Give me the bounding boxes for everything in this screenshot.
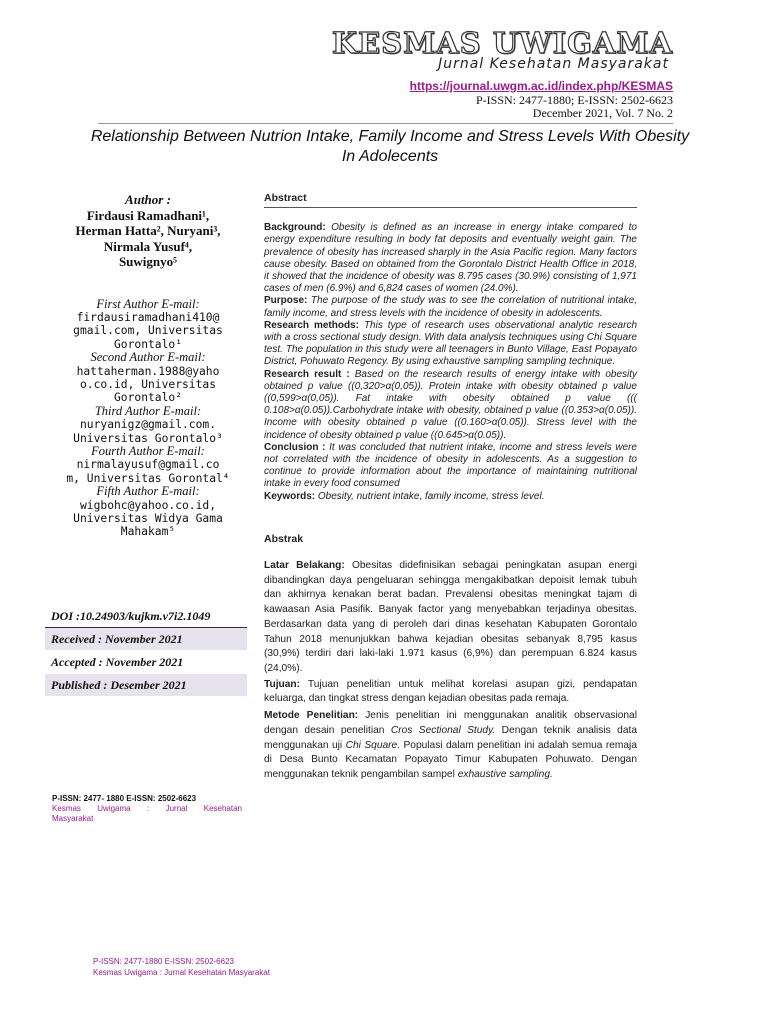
journal-meta (410, 80, 673, 121)
email-line: hattaherman.1988@yaho (76, 364, 220, 378)
email-line: m, Universitas Gorontal⁴ (66, 471, 230, 485)
metode-italic: Chi Square. (345, 739, 401, 751)
keywords-text: Obesity, nutrient intake, family income, stress level. (317, 490, 545, 502)
purpose-label: Purpose: (264, 295, 308, 307)
left-journal-line: Kesmas Uwigama : Jurnal Kesehatan (52, 804, 242, 813)
abstract-heading-row (264, 192, 637, 208)
email-line: Universitas Gorontalo³ (73, 431, 223, 445)
metode-text: Jenis penelitian ini menggunakan analitik observasional dengan desain penelitian (264, 710, 637, 736)
metode-paragraph (264, 709, 637, 783)
methods-text: This type of research uses observational analytic research with a cross sectional study design. With data analysis techniques using Chi Square test. The population in this study were all teenagers in Bunto Village, East Popayato District, Pohuwato Regency. By using exhaustive sampling sampling technique. (264, 319, 638, 368)
footer-issn: P-ISSN: 2477-1880 E-ISSN: 2502-6623 (93, 957, 234, 966)
email-line: Universitas Widya Gama (73, 512, 223, 525)
email-line: nuryanigz@gmail.com. (79, 418, 217, 432)
doi: DOI :10.24903/kujkm.v7i2.1049 (45, 605, 247, 628)
email-line: Mahakam⁵ (120, 525, 176, 539)
purpose-text: The purpose of the study was to see the correlation of nutritional intake, family income, and stress levels with the incidence of obesity in adolescents. (264, 295, 638, 319)
metode-label: Metode Penelitian: (264, 710, 359, 722)
article-dates (45, 605, 247, 697)
methods-label: Research methods: (264, 319, 359, 331)
published-date: Published : Desember 2021 (45, 674, 247, 697)
metode-italic: Cros Sectional Study. (390, 724, 496, 736)
header-divider (98, 123, 673, 124)
email-line: Gorontalo¹ (113, 337, 182, 351)
journal-url-link[interactable]: https://journal.uwgm.ac.id/index.php/KESMAS (409, 79, 673, 93)
keywords-paragraph (264, 491, 637, 503)
methods-paragraph (264, 320, 637, 369)
tujuan-paragraph (264, 678, 637, 707)
latar-text: Obesitas didefinisikan sebagai peningkatan asupan energi dibandingkan daya pengeluaran sehingga mengakibatkan depoisit lemak tubuh dan akhirnya kenakan berat badan. Prevalensi obesitas meningkat tajam di kawaasan Asia Pasifik. Banyak factor yang menyebabkan terjadinya obesitas. Berdasarkan data yang di peroleh dari dinas kesehatan Kabupaten Gorontalo Tahun 2018 menunjukkan bahwa kejadian obesitas sebanyak 8,795 kasus (30,9%) terdiri dari laki-laki 1.971 kasus (6,9%) dan perempuan 6.824 kasus (24,0%). (264, 560, 637, 674)
paper-title: Relationship Between Nutrion Intake, Family Income and Stress Levels With Obesity In Adolecents (90, 128, 690, 165)
left-issn-note (52, 794, 242, 824)
email-label: Second Author E-mail: (90, 350, 206, 365)
abstract-heading: Abstract (264, 192, 307, 204)
purpose-paragraph (264, 295, 637, 319)
author-name: Suwignyo⁵ (118, 254, 178, 269)
journal-logo: KESMAS UWIGAMA (331, 26, 673, 60)
email-label: Fourth Author E-mail: (91, 443, 205, 458)
email-label: Fifth Author E-mail: (96, 484, 200, 499)
latar-paragraph (264, 559, 637, 677)
conclusion-text: It was concluded that nutrient intake, income and stress levels were not correlated with the incidence of obesity in adolescents. As a suggestion to continue to provide information about the importance of maintaining nutritional intake in every food consumed (264, 441, 637, 490)
footer-journal: Kesmas Uwigama : Jurnal Kesehatan Masyarakat (93, 968, 270, 977)
accepted-date: Accepted : November 2021 (45, 651, 247, 674)
page-footer (93, 956, 270, 978)
author-heading: Author : (125, 192, 171, 207)
author-name: Nirmala Yusuf⁴, (103, 238, 193, 254)
email-line: gmail.com, Universitas (73, 324, 223, 338)
received-date: Received : November 2021 (45, 628, 247, 651)
result-text: Based on the research results of energy intake with obesity obtained p value ((0,320>α(0,05)). Protein intake with obesity obtained p value ((0,599>α(0,05)). Fat intake with obesity obtained p value ((( 0.108>α(0.05)).Carbohydrate intake with obesity, obtained p value ((0.353>α(0.05)). Income with obesity obtained p value ((0.160>α(0.05)). Stress level with the incidence of obesity obtained p value ((0.645>α(0.05)). (264, 368, 638, 441)
author-column (44, 192, 252, 539)
author-block (44, 192, 252, 270)
abstract-column (264, 192, 637, 783)
email-label: First Author E-mail: (96, 296, 200, 311)
conclusion-paragraph (264, 442, 637, 491)
author-name: Firdausi Ramadhani¹, (86, 207, 210, 223)
email-line: Gorontalo² (113, 391, 182, 405)
metode-text: Populasi dalam penelitian ini adalah semua remaja di Desa Bunto Kecamatan Popayato Timur Kabupaten Pohuwato. Dengan menggunakan teknik pengambilan sampel (264, 739, 637, 780)
latar-label: Latar Belakang: (264, 560, 345, 572)
conclusion-label: Conclusion : (264, 441, 326, 453)
issn-line: P-ISSN: 2477-1880; E-ISSN: 2502-6623 (475, 92, 673, 107)
metode-text: Dengan teknik analisis data menggunakan uji (264, 724, 637, 751)
metode-italic: exhaustive sampling. (457, 768, 553, 780)
email-line: wigbohc@yahoo.co.id, (79, 498, 217, 512)
result-label: Research result : (264, 368, 350, 380)
abstrak-section (264, 533, 637, 783)
email-line: firdausiramadhani410@ (76, 310, 220, 324)
email-line: nirmalayusuf@gmail.co (76, 458, 220, 472)
background-paragraph (264, 222, 637, 295)
abstrak-heading: Abstrak (264, 532, 304, 545)
journal-subtitle: Jurnal Kesehatan Masyarakat (438, 56, 669, 72)
author-emails (44, 298, 252, 539)
background-label: Background: (264, 222, 326, 234)
issue-line: December 2021, Vol. 7 No. 2 (532, 106, 673, 120)
left-journal-line: Masyarakat (52, 814, 94, 823)
background-text: Obesity is defined as an increase in energy intake compared to energy expenditure resulting in body fat deposits and eventually weight gain. The prevalence of obesity has increased sharply in the Asia Pacific region. Many factors cause obesity. Based on obtained from the Gorontalo District Health Office in 2018, it showed that the incidence of obesity was 8.795 cases (30.9%) consisting of 1,971 cases of men (6.9%) and 6,824 cases of women (24.0%). (264, 222, 637, 295)
left-issn-line: P-ISSN: 2477- 1880 E-ISSN: 2502-6623 (52, 794, 197, 803)
journal-masthead (332, 28, 673, 72)
email-label: Third Author E-mail: (94, 403, 202, 418)
email-line: o.co.id, Universitas (79, 377, 217, 391)
tujuan-label: Tujuan: (264, 678, 301, 690)
tujuan-text: Tujuan penelitian untuk melihat korelasi asupan gizi, pendapatan keluarga, dan tingkat stress dengan kejadian obesitas pada remaja. (264, 678, 637, 705)
result-paragraph (264, 369, 637, 442)
author-name: Herman Hatta², Nuryani³, (75, 223, 221, 238)
keywords-label: Keywords: (264, 490, 316, 502)
